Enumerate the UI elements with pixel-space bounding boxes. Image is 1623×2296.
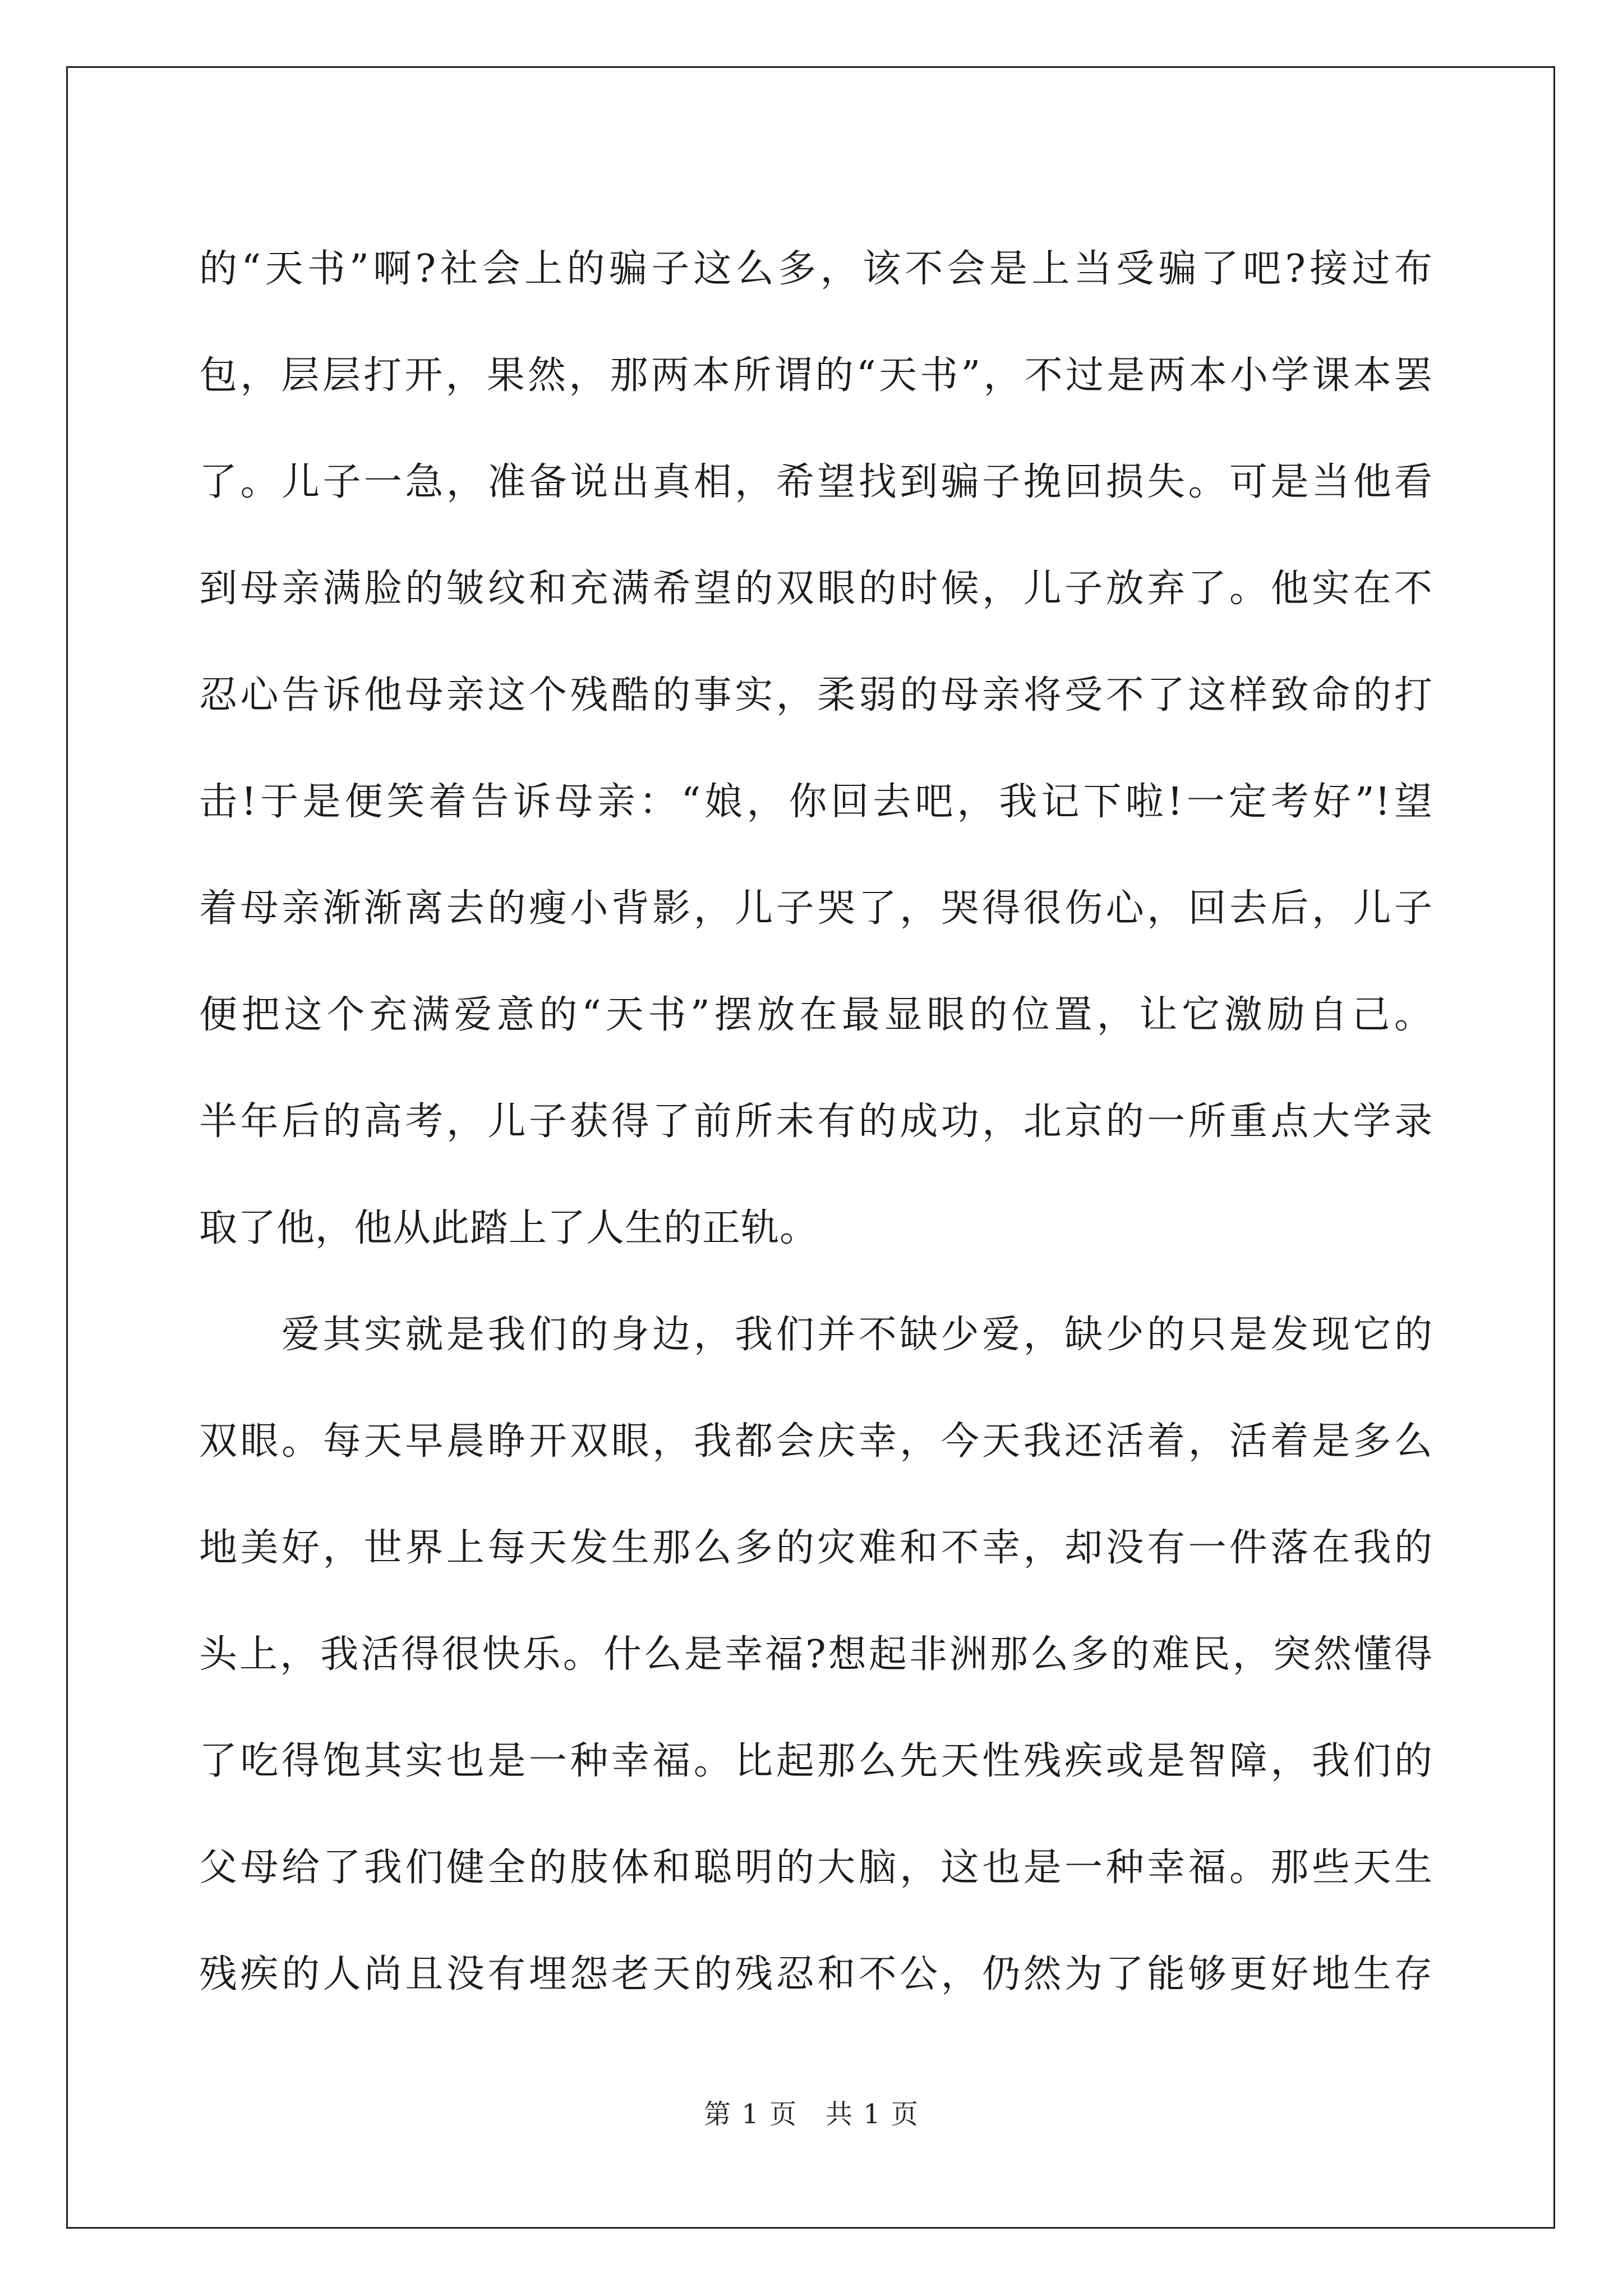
text-line: 包，层层打开，果然，那两本所谓的“天书”，不过是两本小学课本罢 <box>199 353 1433 398</box>
text-line: 击!于是便笑着告诉母亲：“娘，你回去吧，我记下啦!一定考好”!望 <box>199 780 1433 824</box>
text-line: 了。儿子一急，准备说出真相，希望找到骗子挽回损失。可是当他看 <box>199 460 1433 504</box>
text-line: 双眼。每天早晨睁开双眼，我都会庆幸，今天我还活着，活着是多么 <box>199 1419 1433 1464</box>
text-line: 的“天书”啊?社会上的骗子这么多，该不会是上当受骗了吧?接过布 <box>199 247 1433 291</box>
text-line: 头上，我活得很快乐。什么是幸福?想起非洲那么多的难民，突然懂得 <box>199 1632 1433 1677</box>
document-body <box>199 216 1433 2028</box>
text-line: 残疾的人尚且没有埋怨老天的残忍和不公，仍然为了能够更好地生存 <box>199 1952 1433 1996</box>
text-line: 便把这个充满爱意的“天书”摆放在最显眼的位置，让它激励自己。 <box>199 993 1433 1037</box>
page-number: 第 1 页 共 1 页 <box>703 2099 920 2130</box>
text-line: 半年后的高考，儿子获得了前所未有的成功，北京的一所重点大学录 <box>199 1099 1433 1144</box>
text-line: 父母给了我们健全的肢体和聪明的大脑，这也是一种幸福。那些天生 <box>199 1846 1433 1890</box>
text-line: 了吃得饱其实也是一种幸福。比起那么先天性残疾或是智障，我们的 <box>199 1739 1433 1783</box>
text-line: 到母亲满脸的皱纹和充满希望的双眼的时候，儿子放弃了。他实在不 <box>199 567 1433 611</box>
text-line: 忍心告诉他母亲这个残酷的事实，柔弱的母亲将受不了这样致命的打 <box>199 673 1433 717</box>
text-line: 地美好，世界上每天发生那么多的灾难和不幸，却没有一件落在我的 <box>199 1526 1433 1570</box>
paragraph-end-line: 取了他，他从此踏上了人生的正轨。 <box>199 1206 819 1250</box>
page-footer <box>0 2092 1623 2131</box>
text-line: 爱其实就是我们的身边，我们并不缺少爱，缺少的只是发现它的 <box>199 1313 1433 1357</box>
text-line: 着母亲渐渐离去的瘦小背影，儿子哭了，哭得很伤心，回去后，儿子 <box>199 886 1433 931</box>
